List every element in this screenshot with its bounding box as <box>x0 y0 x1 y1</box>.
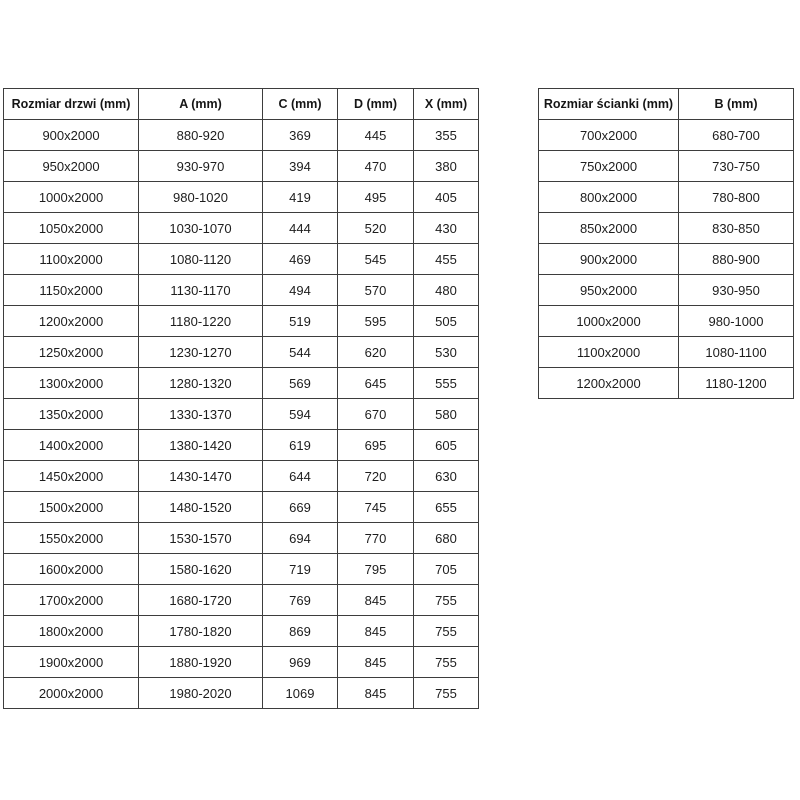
table-cell: 980-1000 <box>679 306 794 337</box>
table-cell: 730-750 <box>679 151 794 182</box>
table-cell: 655 <box>414 492 479 523</box>
table-row <box>4 306 479 337</box>
table-cell: 1400x2000 <box>4 430 139 461</box>
table-cell: 1300x2000 <box>4 368 139 399</box>
table-cell: 1180-1220 <box>139 306 263 337</box>
table-cell: 520 <box>338 213 414 244</box>
table-cell: 1069 <box>263 678 338 709</box>
table-cell: 620 <box>338 337 414 368</box>
table-cell: 670 <box>338 399 414 430</box>
table-row <box>539 337 794 368</box>
table-cell: 1380-1420 <box>139 430 263 461</box>
table-cell: 1530-1570 <box>139 523 263 554</box>
table-cell: 519 <box>263 306 338 337</box>
table-cell: 880-900 <box>679 244 794 275</box>
table-cell: 544 <box>263 337 338 368</box>
table-cell: 405 <box>414 182 479 213</box>
table-cell: 770 <box>338 523 414 554</box>
table-row <box>4 213 479 244</box>
table-cell: 505 <box>414 306 479 337</box>
table-cell: 1580-1620 <box>139 554 263 585</box>
table-cell: 900x2000 <box>4 120 139 151</box>
table-cell: 630 <box>414 461 479 492</box>
table-cell: 1980-2020 <box>139 678 263 709</box>
table-cell: 594 <box>263 399 338 430</box>
table-cell: 1000x2000 <box>539 306 679 337</box>
table-cell: 1030-1070 <box>139 213 263 244</box>
table-cell: 1280-1320 <box>139 368 263 399</box>
table-cell: 845 <box>338 585 414 616</box>
table-cell: 355 <box>414 120 479 151</box>
column-header: A (mm) <box>139 89 263 120</box>
table-cell: 569 <box>263 368 338 399</box>
table-row <box>4 647 479 678</box>
table-cell: 1080-1100 <box>679 337 794 368</box>
table-cell: 1900x2000 <box>4 647 139 678</box>
table-row <box>4 616 479 647</box>
table-cell: 595 <box>338 306 414 337</box>
table-cell: 850x2000 <box>539 213 679 244</box>
table-row <box>539 368 794 399</box>
table-cell: 869 <box>263 616 338 647</box>
column-header: Rozmiar drzwi (mm) <box>4 89 139 120</box>
table-cell: 369 <box>263 120 338 151</box>
table-cell: 394 <box>263 151 338 182</box>
table-cell: 469 <box>263 244 338 275</box>
table-cell: 969 <box>263 647 338 678</box>
table-cell: 555 <box>414 368 479 399</box>
table-cell: 645 <box>338 368 414 399</box>
table-row <box>539 275 794 306</box>
table-cell: 705 <box>414 554 479 585</box>
table-row <box>4 585 479 616</box>
table-cell: 1450x2000 <box>4 461 139 492</box>
table-row <box>4 151 479 182</box>
table-cell: 755 <box>414 647 479 678</box>
table-row <box>4 492 479 523</box>
table-cell: 1230-1270 <box>139 337 263 368</box>
table-cell: 769 <box>263 585 338 616</box>
table-cell: 644 <box>263 461 338 492</box>
table-cell: 950x2000 <box>4 151 139 182</box>
table-row <box>4 554 479 585</box>
table-cell: 755 <box>414 678 479 709</box>
table-cell: 694 <box>263 523 338 554</box>
table-cell: 1150x2000 <box>4 275 139 306</box>
table-cell: 495 <box>338 182 414 213</box>
table-cell: 1330-1370 <box>139 399 263 430</box>
table-cell: 605 <box>414 430 479 461</box>
table-cell: 1180-1200 <box>679 368 794 399</box>
table-cell: 1600x2000 <box>4 554 139 585</box>
table-cell: 1000x2000 <box>4 182 139 213</box>
table-cell: 795 <box>338 554 414 585</box>
table-row <box>4 678 479 709</box>
table-cell: 830-850 <box>679 213 794 244</box>
table-row <box>4 461 479 492</box>
table-cell: 800x2000 <box>539 182 679 213</box>
table-cell: 1500x2000 <box>4 492 139 523</box>
table-cell: 750x2000 <box>539 151 679 182</box>
table-cell: 719 <box>263 554 338 585</box>
table-row <box>539 120 794 151</box>
table-header-row <box>4 89 479 120</box>
table-cell: 570 <box>338 275 414 306</box>
table-header-row <box>539 89 794 120</box>
table-cell: 1550x2000 <box>4 523 139 554</box>
table-cell: 619 <box>263 430 338 461</box>
column-header: X (mm) <box>414 89 479 120</box>
table-cell: 1100x2000 <box>539 337 679 368</box>
table-cell: 745 <box>338 492 414 523</box>
table-cell: 980-1020 <box>139 182 263 213</box>
table-cell: 1800x2000 <box>4 616 139 647</box>
table-cell: 1880-1920 <box>139 647 263 678</box>
table-cell: 455 <box>414 244 479 275</box>
table-cell: 1200x2000 <box>539 368 679 399</box>
table-cell: 900x2000 <box>539 244 679 275</box>
table-cell: 1680-1720 <box>139 585 263 616</box>
table-row <box>4 430 479 461</box>
table-cell: 780-800 <box>679 182 794 213</box>
table-cell: 1080-1120 <box>139 244 263 275</box>
table-cell: 380 <box>414 151 479 182</box>
table-cell: 430 <box>414 213 479 244</box>
table-cell: 470 <box>338 151 414 182</box>
table-cell: 444 <box>263 213 338 244</box>
table-cell: 880-920 <box>139 120 263 151</box>
table-cell: 669 <box>263 492 338 523</box>
table-cell: 755 <box>414 585 479 616</box>
wall-sizes-table <box>538 88 794 399</box>
table-cell: 695 <box>338 430 414 461</box>
table-cell: 845 <box>338 616 414 647</box>
table-cell: 1200x2000 <box>4 306 139 337</box>
table-cell: 755 <box>414 616 479 647</box>
table-row <box>539 244 794 275</box>
table-cell: 1050x2000 <box>4 213 139 244</box>
table-row <box>4 399 479 430</box>
table-cell: 419 <box>263 182 338 213</box>
table-row <box>4 275 479 306</box>
column-header: B (mm) <box>679 89 794 120</box>
table-row <box>539 151 794 182</box>
table-cell: 2000x2000 <box>4 678 139 709</box>
table-cell: 494 <box>263 275 338 306</box>
column-header: D (mm) <box>338 89 414 120</box>
table-cell: 1480-1520 <box>139 492 263 523</box>
table-cell: 845 <box>338 647 414 678</box>
column-header: C (mm) <box>263 89 338 120</box>
table-cell: 1250x2000 <box>4 337 139 368</box>
table-cell: 845 <box>338 678 414 709</box>
table-cell: 1130-1170 <box>139 275 263 306</box>
table-cell: 1350x2000 <box>4 399 139 430</box>
table-cell: 720 <box>338 461 414 492</box>
table-cell: 580 <box>414 399 479 430</box>
table-row <box>4 368 479 399</box>
table-row <box>4 182 479 213</box>
table-row <box>539 213 794 244</box>
table-row <box>539 306 794 337</box>
table-cell: 1430-1470 <box>139 461 263 492</box>
table-row <box>4 523 479 554</box>
table-cell: 680-700 <box>679 120 794 151</box>
table-cell: 680 <box>414 523 479 554</box>
table-cell: 930-970 <box>139 151 263 182</box>
door-sizes-table <box>3 88 479 709</box>
table-row <box>4 244 479 275</box>
table-row <box>539 182 794 213</box>
table-cell: 1780-1820 <box>139 616 263 647</box>
table-cell: 950x2000 <box>539 275 679 306</box>
table-cell: 445 <box>338 120 414 151</box>
table-cell: 930-950 <box>679 275 794 306</box>
table-cell: 1100x2000 <box>4 244 139 275</box>
table-row <box>4 337 479 368</box>
column-header: Rozmiar ścianki (mm) <box>539 89 679 120</box>
table-row <box>4 120 479 151</box>
table-cell: 1700x2000 <box>4 585 139 616</box>
table-cell: 545 <box>338 244 414 275</box>
table-cell: 700x2000 <box>539 120 679 151</box>
table-cell: 530 <box>414 337 479 368</box>
table-cell: 480 <box>414 275 479 306</box>
